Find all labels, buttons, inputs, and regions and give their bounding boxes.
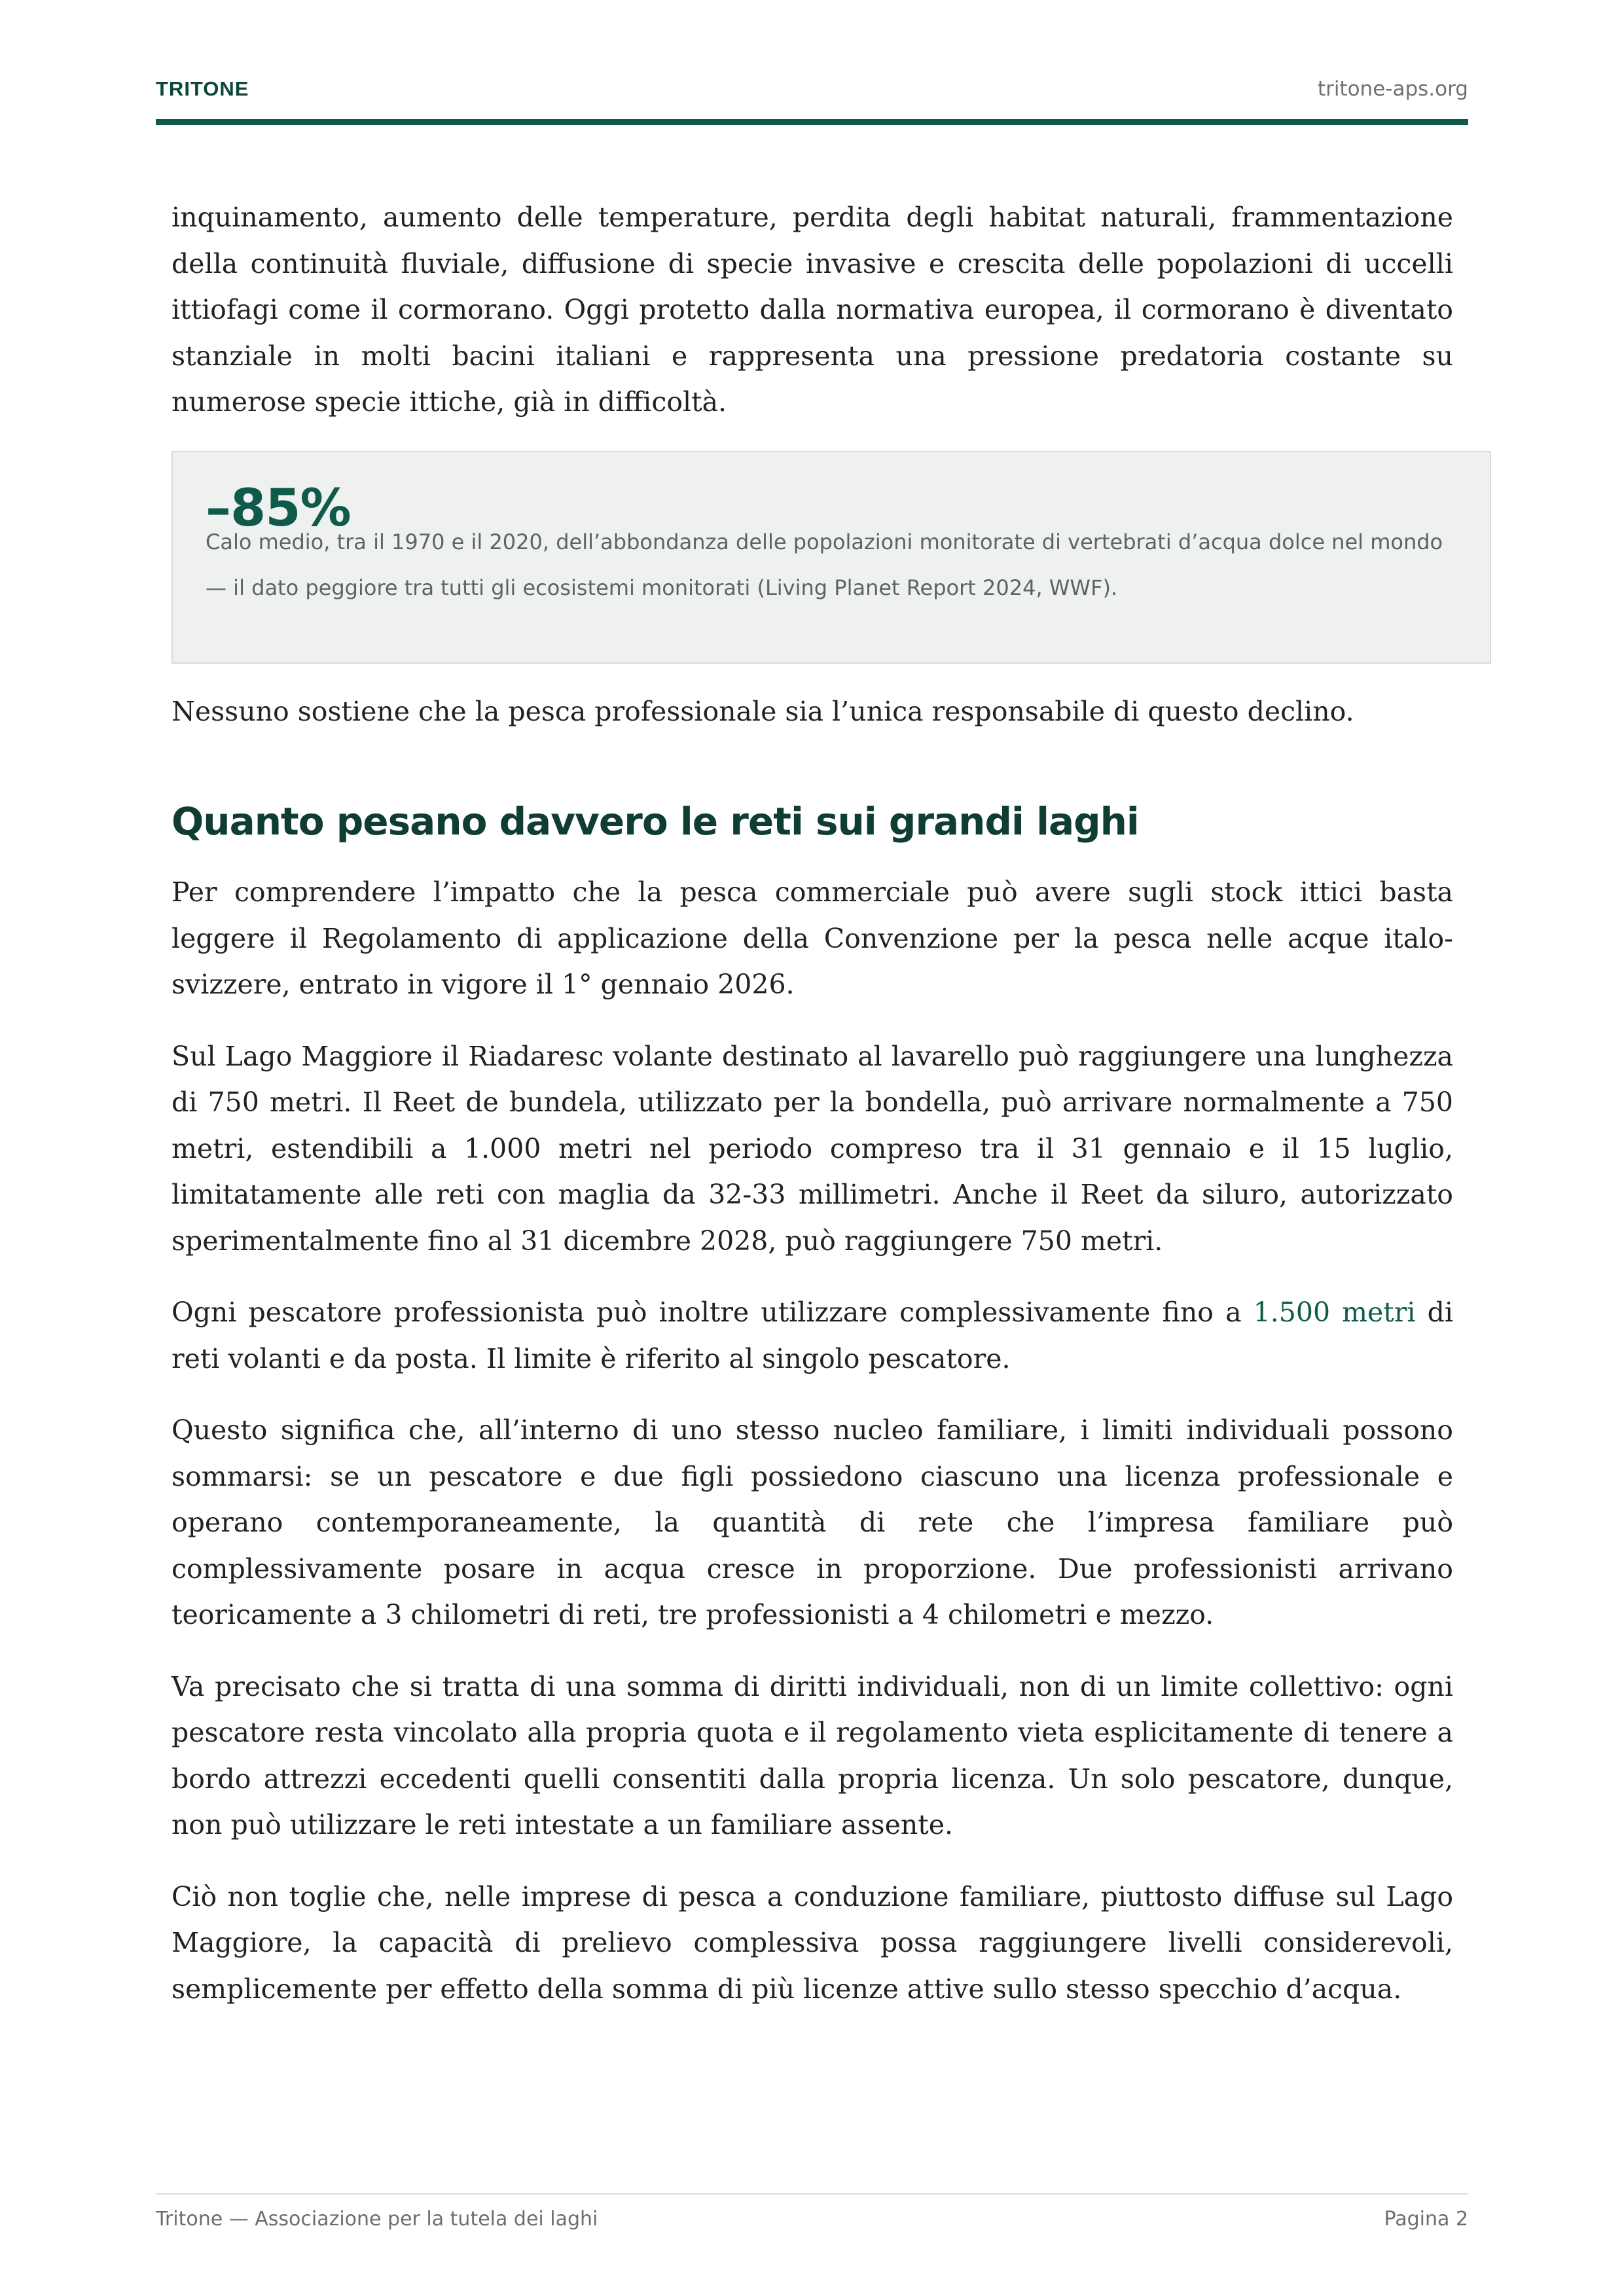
paragraph: Questo significa che, all’interno di uno stesso nucleo familiare, i limiti individuali possono sommarsi: se un pescatore e due figli possiedono ciascuno una licenza professionale e operano contemporaneamente, la quantità di rete che l’impresa familiare può complessivamente posare in acqua cresce in proporzione. Due professionisti arrivano teoricamente a 3 chilometri di reti, tre professionisti a 4 chilometri e mezzo. (171, 1414, 1453, 1630)
footer-divider (156, 2193, 1468, 2195)
stat-value: –85% (206, 478, 351, 538)
stat-callout (171, 451, 1491, 664)
paragraph: inquinamento, aumento delle temperature, perdita degli habitat naturali, frammentazione della continuità fluviale, diffusione di specie invasive e crescita delle popolazioni di uccelli ittiofagi come il cormorano. Oggi protetto dalla normativa europea, il cormorano è diventato stanziale in molti bacini italiani e rappresenta una pressione predatoria costante su numerose specie ittiche, già in difficoltà. (171, 202, 1453, 418)
stat-caption: Calo medio, tra il 1970 e il 2020, dell’abbondanza delle popolazioni monitorate di vertebrati d’acqua dolce nel mondo — il dato peggiore tra tutti gli ecosistemi monitorati (Living Planet Report 2024, WWF). (206, 529, 1443, 600)
paragraph: Nessuno sostiene che la pesca professionale sia l’unica responsabile di questo declino. (171, 695, 1354, 727)
paragraph: Per comprendere l’impatto che la pesca commerciale può avere sugli stock ittici basta leggere il Regolamento di applicazione della Convenzione per la pesca nelle acque italo-svizzere, entrato in vigore il 1° gennaio 2026. (171, 876, 1453, 1000)
section-heading: Quanto pesano davvero le reti sui grandi laghi (171, 799, 1139, 844)
header-url[interactable]: tritone-aps.org (1317, 77, 1468, 101)
page-number: Pagina 2 (1384, 2208, 1468, 2231)
footer-organization: Tritone — Associazione per la tutela dei laghi (156, 2208, 598, 2231)
paragraph: Ciò non toglie che, nelle imprese di pesca a conduzione familiare, piuttosto diffuse sul Lago Maggiore, la capacità di prelievo complessiva possa raggiungere livelli considerevoli, semplicemente per effetto della somma di più licenze attive sullo stesso specchio d’acqua. (171, 1880, 1453, 2005)
header-divider (156, 119, 1468, 125)
article-body (171, 194, 1453, 2037)
paragraph: Sul Lago Maggiore il Riadaresc volante destinato al lavarello può raggiungere una lunghezza di 750 metri. Il Reet de bundela, utilizzato per la bondella, può arrivare normalmente a 750 metri, estendibili a 1.000 metri nel periodo compreso tra il 31 gennaio e il 15 luglio, limitatamente alle reti con maglia da 32-33 millimetri. Anche il Reet da siluro, autorizzato sperimentalmente fino al 31 dicembre 2028, può raggiungere 750 metri. (171, 1040, 1453, 1257)
paragraph (171, 1289, 1453, 1382)
paragraph-text: di reti volanti e da posta. Il limite è riferito al singolo pescatore. (171, 1297, 1453, 1374)
paragraph: Va precisato che si tratta di una somma di diritti individuali, non di un limite collettivo: ogni pescatore resta vincolato alla propria quota e il regolamento vieta esplicitamente di tenere a bordo attrezzi eccedenti quelli consentiti dalla propria licenza. Un solo pescatore, dunque, non può utilizzare le reti intestate a un familiare assente. (171, 1670, 1453, 1840)
highlight-link[interactable]: 1.500 metri (1253, 1297, 1416, 1328)
paragraph-text: Ogni pescatore professionista può inoltre utilizzare complessivamente fino a (171, 1297, 1254, 1328)
header-brand: TRITONE (156, 77, 249, 100)
